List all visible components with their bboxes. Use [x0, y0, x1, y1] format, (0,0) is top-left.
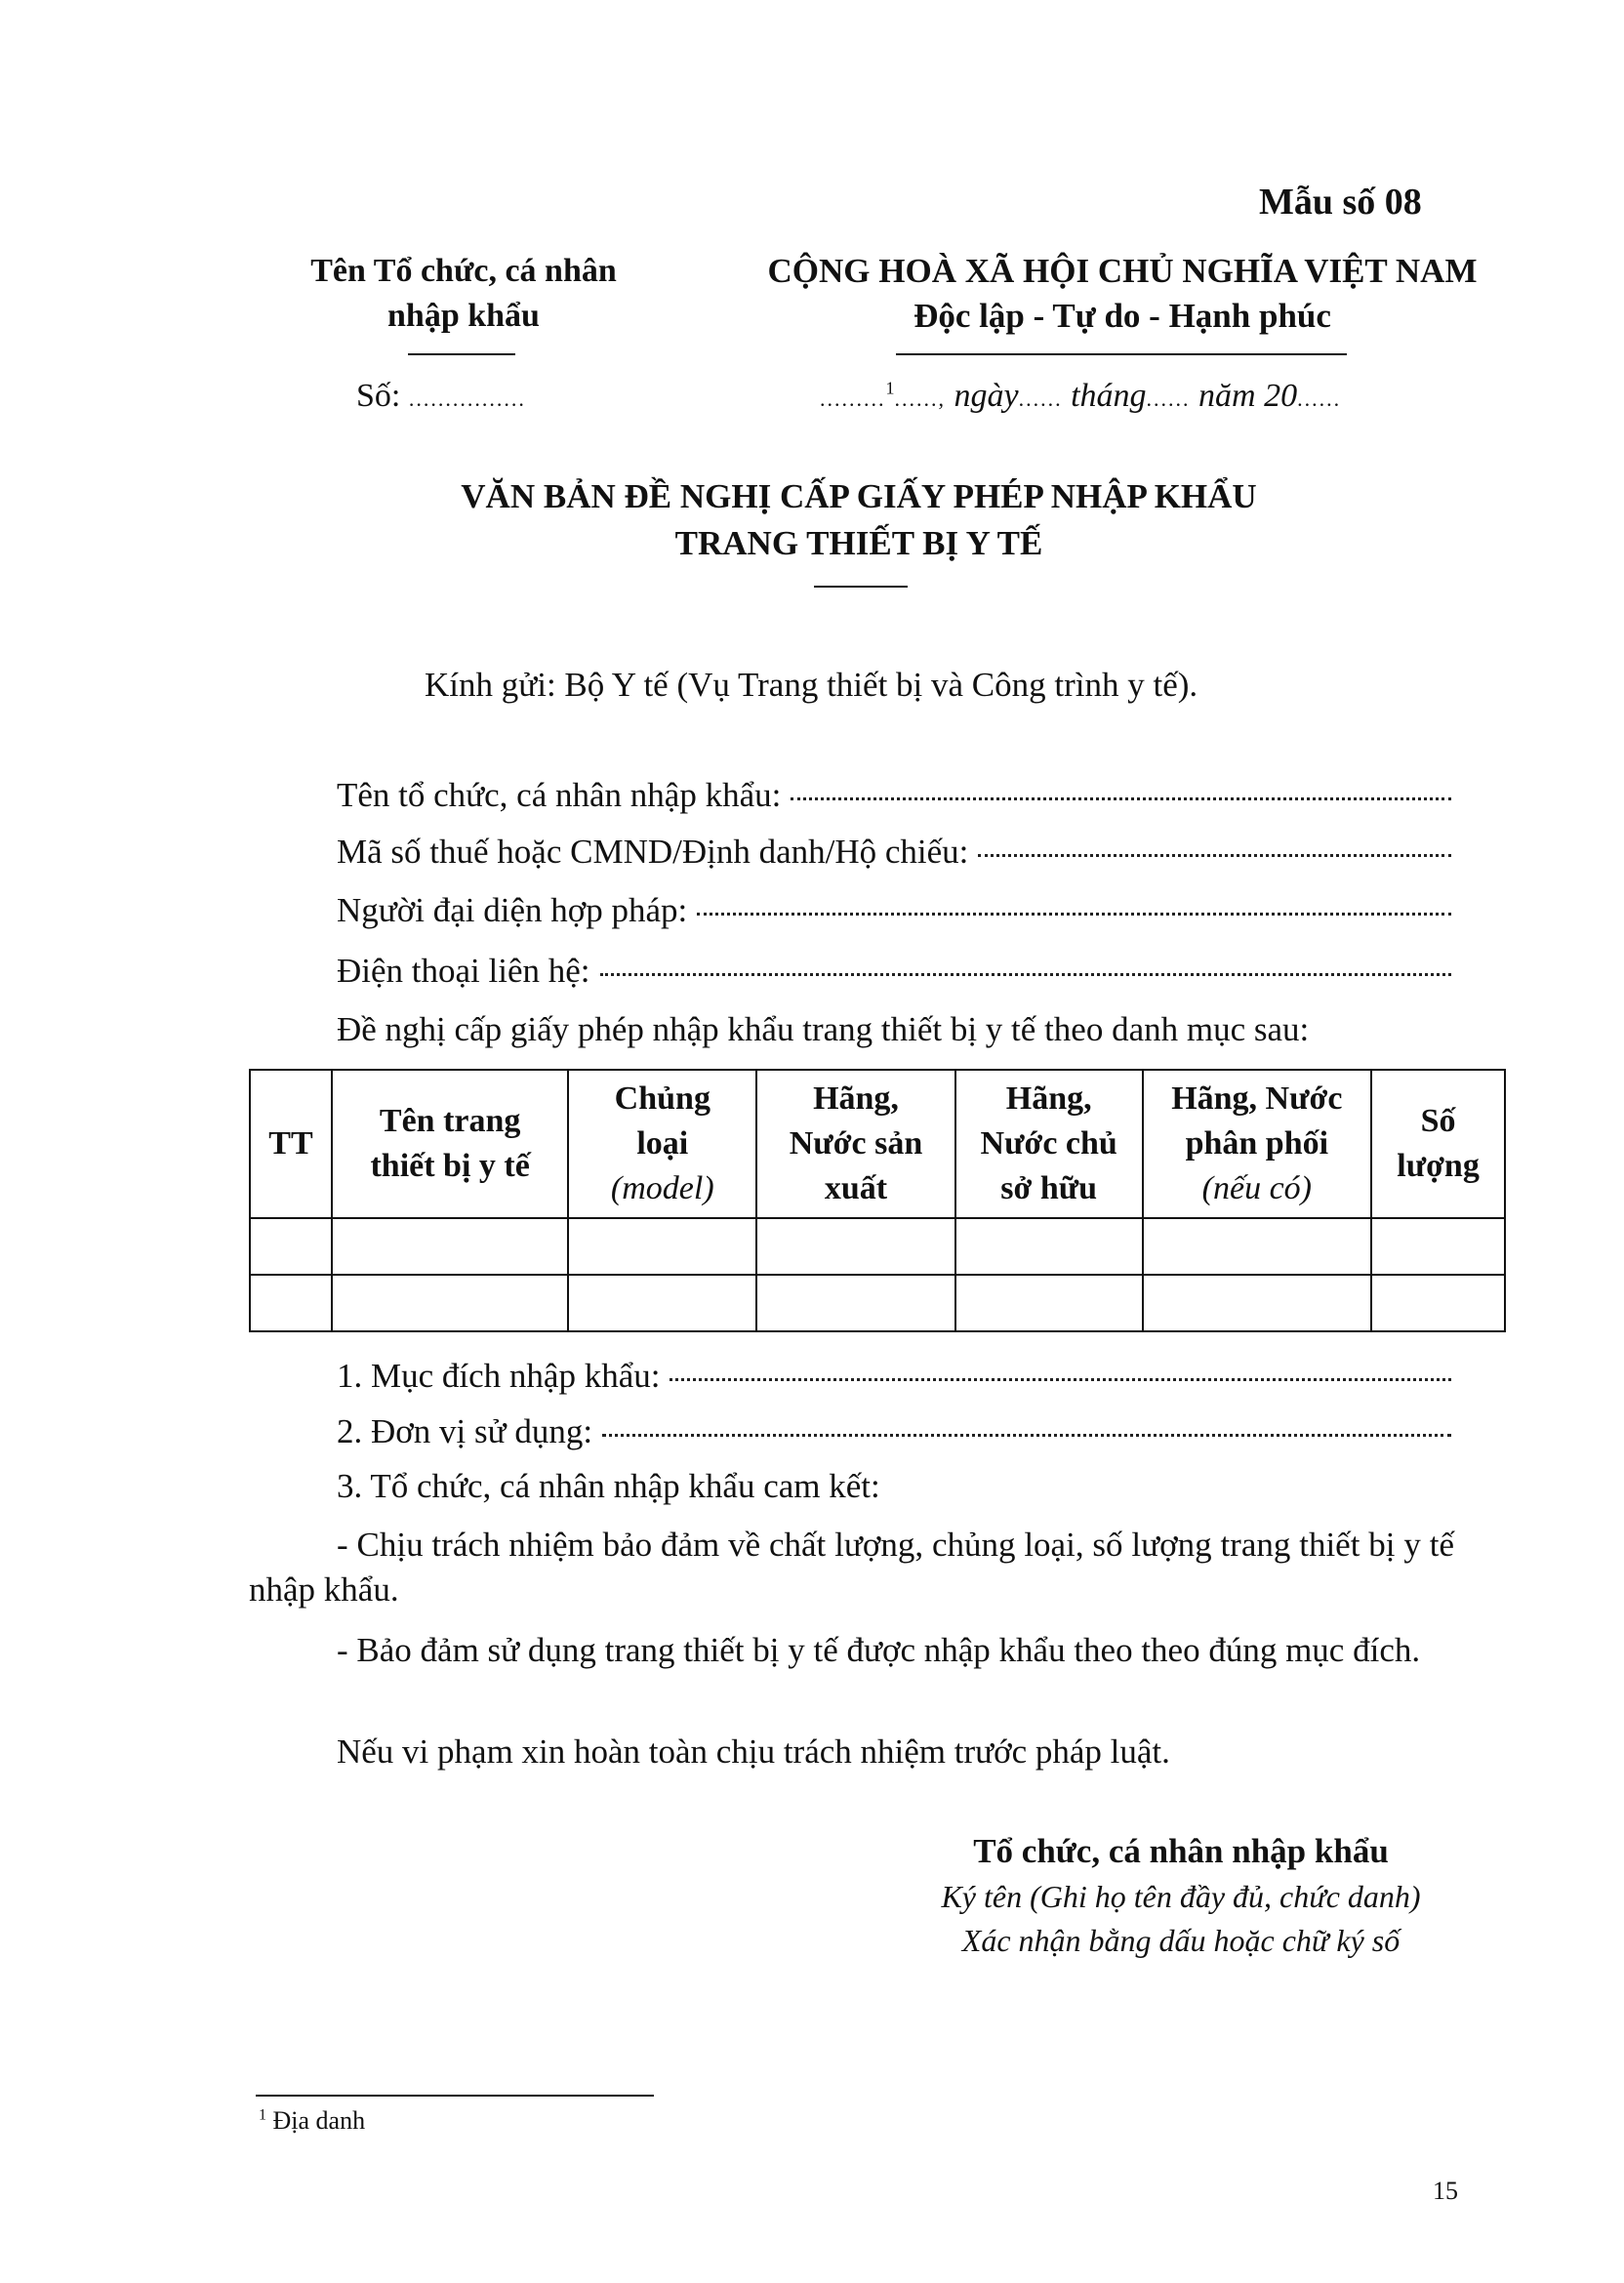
- tax-id-field: [337, 833, 1451, 872]
- representative-label: Người đại diện hợp pháp:: [337, 891, 688, 929]
- footnote-number: 1: [259, 2106, 266, 2124]
- footnote: [259, 2106, 365, 2136]
- violation-statement: Nếu vi phạm xin hoàn toàn chịu trách nhiệm trước pháp luật.: [337, 1733, 1170, 1771]
- signature-title: Tổ chức, cá nhân nhập khẩu: [973, 1832, 1389, 1870]
- page-number: 15: [1433, 2177, 1458, 2205]
- table-cell[interactable]: [332, 1218, 569, 1275]
- place-dots-after: ......,: [894, 387, 946, 411]
- commitment-1: - Chịu trách nhiệm bảo đảm về chất lượng, chủng loại, số lượng trang thiết bị y tế nhập khẩu.: [249, 1526, 1454, 1609]
- form-number: Mẫu số 08: [1259, 182, 1422, 223]
- table-cell[interactable]: [1371, 1218, 1505, 1275]
- organization-line-2: nhập khẩu: [387, 298, 540, 334]
- organization-header: [249, 249, 678, 339]
- table-header-row: [250, 1070, 1505, 1218]
- title-line-1: VĂN BẢN ĐỀ NGHỊ CẤP GIẤY PHÉP NHẬP KHẨU: [461, 477, 1257, 515]
- phone-label: Điện thoại liên hệ:: [337, 952, 590, 990]
- year-label: năm 20: [1198, 378, 1298, 414]
- table-cell[interactable]: [1143, 1218, 1372, 1275]
- header-model: Chủng loại (model): [568, 1070, 756, 1218]
- footnote-text: Địa danh: [272, 2106, 366, 2135]
- year-dots: ......: [1297, 387, 1342, 411]
- representative-field: [337, 891, 1451, 930]
- table-cell[interactable]: [1143, 1275, 1372, 1331]
- table-row: [250, 1218, 1505, 1275]
- day-dots: ......: [1018, 387, 1063, 411]
- motto-underline: [896, 353, 1347, 355]
- purpose-field: [337, 1357, 1451, 1396]
- title-line-2: TRANG THIẾT BỊ Y TẾ: [674, 524, 1043, 562]
- number-label: Số:: [356, 378, 401, 414]
- equipment-table: [249, 1069, 1506, 1332]
- table-cell[interactable]: [955, 1218, 1143, 1275]
- salutation: Kính gửi: Bộ Y tế (Vụ Trang thiết bị và Công trình y tế).: [425, 666, 1198, 704]
- commitment-heading: 3. Tổ chức, cá nhân nhập khẩu cam kết:: [337, 1467, 880, 1505]
- date-line: [820, 378, 1341, 415]
- tax-id-dots: [978, 854, 1451, 857]
- month-label: tháng: [1071, 378, 1147, 414]
- table-cell[interactable]: [332, 1275, 569, 1331]
- request-intro: Đề nghị cấp giấy phép nhập khẩu trang thiết bị y tế theo danh mục sau:: [337, 1010, 1310, 1048]
- table-cell[interactable]: [250, 1218, 332, 1275]
- purpose-label: 1. Mục đích nhập khẩu:: [337, 1357, 661, 1395]
- importer-name-field: [337, 776, 1451, 815]
- signature-instruction-1: Ký tên (Ghi họ tên đầy đủ, chức danh): [941, 1879, 1421, 1914]
- title-underline: [814, 586, 908, 588]
- organization-underline: [408, 353, 515, 355]
- header-owner: Hãng, Nước chủ sở hữu: [955, 1070, 1143, 1218]
- tax-id-label: Mã số thuế hoặc CMND/Định danh/Hộ chiếu:: [337, 833, 969, 871]
- table-cell[interactable]: [756, 1275, 955, 1331]
- user-unit-label: 2. Đơn vị sử dụng:: [337, 1412, 593, 1450]
- table-cell[interactable]: [955, 1275, 1143, 1331]
- footnote-rule: [256, 2095, 654, 2097]
- number-value: ................: [408, 387, 526, 411]
- phone-dots: [600, 973, 1451, 976]
- nation-name: CỘNG HOÀ XÃ HỘI CHỦ NGHĨA VIỆT NAM: [767, 252, 1478, 290]
- commitment-2: - Bảo đảm sử dụng trang thiết bị y tế được nhập khẩu theo theo đúng mục đích.: [337, 1631, 1421, 1669]
- place-dots: .........: [820, 387, 886, 411]
- organization-line-1: Tên Tổ chức, cá nhân: [310, 253, 617, 289]
- header-device-name: Tên trang thiết bị y tế: [332, 1070, 569, 1218]
- table-cell[interactable]: [756, 1218, 955, 1275]
- table-cell[interactable]: [568, 1218, 756, 1275]
- header-quantity: Số lượng: [1371, 1070, 1505, 1218]
- user-unit-dots: [602, 1434, 1451, 1437]
- table-cell[interactable]: [568, 1275, 756, 1331]
- nation-motto: Độc lập - Tự do - Hạnh phúc: [914, 297, 1331, 335]
- document-title: [322, 473, 1396, 567]
- table-row: [250, 1275, 1505, 1331]
- signature-instruction-2: Xác nhận bằng dấu hoặc chữ ký số: [961, 1923, 1401, 1958]
- importer-name-dots: [791, 797, 1451, 800]
- user-unit-field: [337, 1412, 1451, 1451]
- importer-name-label: Tên tổ chức, cá nhân nhập khẩu:: [337, 776, 782, 814]
- month-dots: ......: [1146, 387, 1191, 411]
- representative-dots: [697, 913, 1451, 916]
- national-header: [751, 249, 1493, 339]
- table-cell[interactable]: [1371, 1275, 1505, 1331]
- table-cell[interactable]: [250, 1275, 332, 1331]
- purpose-dots: [670, 1378, 1451, 1381]
- footnote-ref: 1: [885, 378, 895, 398]
- header-manufacturer: Hãng, Nước sản xuất: [756, 1070, 955, 1218]
- header-tt: TT: [250, 1070, 332, 1218]
- day-label: ngày: [954, 378, 1019, 414]
- phone-field: [337, 952, 1451, 991]
- document-number: [356, 378, 526, 415]
- header-distributor: Hãng, Nước phân phối (nếu có): [1143, 1070, 1372, 1218]
